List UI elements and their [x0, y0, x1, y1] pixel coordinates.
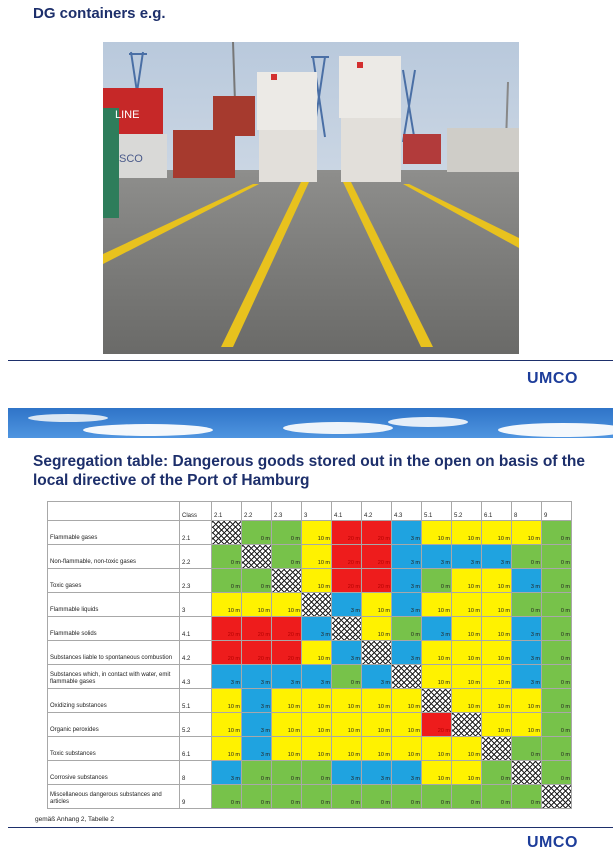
distance-cell: 10 m: [512, 521, 542, 545]
distance-cell: 0 m: [212, 569, 242, 593]
same-class-hatched-cell: [482, 737, 512, 761]
class-column-header: 5.1: [422, 502, 452, 521]
distance-cell: 3 m: [512, 665, 542, 689]
distance-cell: 3 m: [392, 569, 422, 593]
distance-cell: 10 m: [482, 665, 512, 689]
class-column-header: 4.1: [332, 502, 362, 521]
distance-cell: 0 m: [392, 617, 422, 641]
distance-cell: 10 m: [422, 593, 452, 617]
distance-cell: 10 m: [302, 569, 332, 593]
distance-cell: 3 m: [302, 665, 332, 689]
class-column-header: 3: [302, 502, 332, 521]
distance-cell: 0 m: [332, 785, 362, 809]
row-label: Substances which, in contact with water, emit flammable gases: [48, 665, 180, 689]
class-column-header: 2.1: [212, 502, 242, 521]
same-class-hatched-cell: [272, 569, 302, 593]
distance-cell: 0 m: [242, 569, 272, 593]
distance-cell: 3 m: [332, 641, 362, 665]
same-class-hatched-cell: [332, 617, 362, 641]
distance-cell: 3 m: [272, 665, 302, 689]
distance-cell: 0 m: [512, 737, 542, 761]
row-label: Organic peroxides: [48, 713, 180, 737]
distance-cell: 10 m: [332, 737, 362, 761]
container-text-line: LINE: [115, 109, 140, 121]
distance-cell: 20 m: [362, 521, 392, 545]
table-row: [48, 641, 572, 665]
distance-cell: 20 m: [422, 713, 452, 737]
distance-cell: 0 m: [542, 569, 572, 593]
distance-cell: 0 m: [422, 569, 452, 593]
distance-cell: 10 m: [392, 689, 422, 713]
distance-cell: 20 m: [362, 545, 392, 569]
class-column-header: 2.2: [242, 502, 272, 521]
distance-cell: 0 m: [302, 761, 332, 785]
distance-cell: 0 m: [512, 785, 542, 809]
table-row: [48, 761, 572, 785]
header-blank: [48, 502, 180, 521]
distance-cell: 10 m: [212, 689, 242, 713]
row-class: 4.2: [180, 641, 212, 665]
table-row: [48, 665, 572, 689]
row-class: 4.3: [180, 665, 212, 689]
header-row: [48, 502, 572, 521]
distance-cell: 10 m: [482, 593, 512, 617]
row-class: 2.1: [180, 521, 212, 545]
distance-cell: 20 m: [242, 641, 272, 665]
distance-cell: 10 m: [452, 593, 482, 617]
sky-banner: [8, 408, 613, 438]
row-label: Miscellaneous dangerous substances and articles: [48, 785, 180, 809]
distance-cell: 20 m: [332, 521, 362, 545]
distance-cell: 10 m: [212, 593, 242, 617]
distance-cell: 10 m: [272, 713, 302, 737]
same-class-hatched-cell: [212, 521, 242, 545]
distance-cell: 0 m: [242, 761, 272, 785]
table-row: [48, 713, 572, 737]
same-class-hatched-cell: [362, 641, 392, 665]
distance-cell: 3 m: [212, 761, 242, 785]
class-column-header: 9: [542, 502, 572, 521]
distance-cell: 0 m: [542, 641, 572, 665]
distance-cell: 10 m: [422, 761, 452, 785]
segregation-table: [47, 501, 572, 809]
table-row: [48, 689, 572, 713]
row-class: 5.1: [180, 689, 212, 713]
row-class: 8: [180, 761, 212, 785]
table-row: [48, 785, 572, 809]
distance-cell: 0 m: [272, 761, 302, 785]
table-row: [48, 737, 572, 761]
distance-cell: 3 m: [512, 641, 542, 665]
distance-cell: 20 m: [242, 617, 272, 641]
distance-cell: 3 m: [392, 761, 422, 785]
distance-cell: 0 m: [512, 593, 542, 617]
distance-cell: 0 m: [542, 761, 572, 785]
distance-cell: 10 m: [422, 521, 452, 545]
distance-cell: 20 m: [332, 545, 362, 569]
row-label: Toxic gases: [48, 569, 180, 593]
distance-cell: 0 m: [452, 785, 482, 809]
distance-cell: 3 m: [512, 569, 542, 593]
distance-cell: 3 m: [452, 545, 482, 569]
distance-cell: 0 m: [332, 665, 362, 689]
distance-cell: 10 m: [392, 713, 422, 737]
distance-cell: 10 m: [482, 641, 512, 665]
distance-cell: 0 m: [272, 785, 302, 809]
distance-cell: 10 m: [362, 689, 392, 713]
row-class: 5.2: [180, 713, 212, 737]
distance-cell: 20 m: [272, 641, 302, 665]
row-label: Flammable solids: [48, 617, 180, 641]
class-column-header: 2.3: [272, 502, 302, 521]
row-label: Toxic substances: [48, 737, 180, 761]
distance-cell: 10 m: [302, 641, 332, 665]
distance-cell: 20 m: [272, 617, 302, 641]
distance-cell: 0 m: [542, 617, 572, 641]
distance-cell: 10 m: [362, 593, 392, 617]
distance-cell: 10 m: [302, 521, 332, 545]
distance-cell: 3 m: [242, 689, 272, 713]
same-class-hatched-cell: [452, 713, 482, 737]
class-column-header: 8: [512, 502, 542, 521]
distance-cell: 0 m: [422, 785, 452, 809]
distance-cell: 20 m: [362, 569, 392, 593]
distance-cell: 10 m: [212, 737, 242, 761]
distance-cell: 10 m: [452, 665, 482, 689]
distance-cell: 0 m: [542, 545, 572, 569]
distance-cell: 10 m: [482, 689, 512, 713]
distance-cell: 20 m: [332, 569, 362, 593]
distance-cell: 0 m: [482, 761, 512, 785]
distance-cell: 3 m: [392, 521, 422, 545]
distance-cell: 10 m: [362, 737, 392, 761]
distance-cell: 3 m: [242, 665, 272, 689]
row-label: Flammable liquids: [48, 593, 180, 617]
container-text-sco: SCO: [119, 153, 143, 165]
distance-cell: 10 m: [452, 569, 482, 593]
table-row: [48, 569, 572, 593]
distance-cell: 0 m: [302, 785, 332, 809]
distance-cell: 3 m: [512, 617, 542, 641]
divider-line-bottom: [8, 827, 613, 828]
distance-cell: 0 m: [542, 737, 572, 761]
distance-cell: 10 m: [302, 713, 332, 737]
distance-cell: 3 m: [392, 641, 422, 665]
class-column-header: 4.3: [392, 502, 422, 521]
distance-cell: 10 m: [512, 713, 542, 737]
distance-cell: 10 m: [272, 689, 302, 713]
distance-cell: 10 m: [302, 689, 332, 713]
divider-line: [8, 360, 613, 361]
distance-cell: 10 m: [302, 737, 332, 761]
row-class: 9: [180, 785, 212, 809]
same-class-hatched-cell: [512, 761, 542, 785]
distance-cell: 3 m: [362, 761, 392, 785]
distance-cell: 10 m: [212, 713, 242, 737]
distance-cell: 0 m: [362, 785, 392, 809]
distance-cell: 0 m: [272, 545, 302, 569]
distance-cell: 10 m: [362, 713, 392, 737]
distance-cell: 3 m: [392, 545, 422, 569]
row-label: Flammable gases: [48, 521, 180, 545]
distance-cell: 10 m: [332, 713, 362, 737]
distance-cell: 0 m: [542, 689, 572, 713]
distance-cell: 3 m: [212, 665, 242, 689]
slide-title: DG containers e.g.: [33, 5, 166, 22]
distance-cell: 0 m: [512, 545, 542, 569]
distance-cell: 10 m: [422, 737, 452, 761]
distance-cell: 10 m: [452, 521, 482, 545]
distance-cell: 0 m: [542, 593, 572, 617]
distance-cell: 0 m: [542, 521, 572, 545]
distance-cell: 0 m: [392, 785, 422, 809]
class-column-header: 4.2: [362, 502, 392, 521]
same-class-hatched-cell: [542, 785, 572, 809]
row-label: Non-flammable, non-toxic gases: [48, 545, 180, 569]
umco-logo-bottom: UMCO: [527, 834, 578, 851]
class-column-header: 5.2: [452, 502, 482, 521]
distance-cell: 3 m: [332, 593, 362, 617]
segregation-title: Segregation table: Dangerous goods stored out in the open on basis of the local directive of the Port of Hamburg: [33, 453, 586, 489]
distance-cell: 3 m: [422, 617, 452, 641]
distance-cell: 10 m: [302, 545, 332, 569]
row-class: 2.2: [180, 545, 212, 569]
distance-cell: 10 m: [422, 665, 452, 689]
distance-cell: 20 m: [212, 641, 242, 665]
row-class: 2.3: [180, 569, 212, 593]
distance-cell: 10 m: [272, 593, 302, 617]
distance-cell: 10 m: [242, 593, 272, 617]
distance-cell: 10 m: [362, 617, 392, 641]
footnote: gemäß Anhang 2, Tabelle 2: [35, 816, 115, 823]
distance-cell: 3 m: [242, 737, 272, 761]
distance-cell: 3 m: [302, 617, 332, 641]
distance-cell: 3 m: [392, 593, 422, 617]
distance-cell: 10 m: [392, 737, 422, 761]
row-class: 6.1: [180, 737, 212, 761]
distance-cell: 10 m: [332, 689, 362, 713]
distance-cell: 0 m: [242, 785, 272, 809]
same-class-hatched-cell: [302, 593, 332, 617]
distance-cell: 3 m: [332, 761, 362, 785]
table-row: [48, 593, 572, 617]
distance-cell: 10 m: [452, 737, 482, 761]
distance-cell: 0 m: [542, 665, 572, 689]
distance-cell: 10 m: [422, 641, 452, 665]
table-row: [48, 545, 572, 569]
distance-cell: 10 m: [452, 761, 482, 785]
table-row: [48, 617, 572, 641]
umco-logo: UMCO: [527, 370, 578, 387]
distance-cell: 10 m: [452, 641, 482, 665]
class-header: Class: [180, 502, 212, 521]
distance-cell: 0 m: [272, 521, 302, 545]
distance-cell: 3 m: [482, 545, 512, 569]
distance-cell: 0 m: [212, 785, 242, 809]
table-row: [48, 521, 572, 545]
row-class: 3: [180, 593, 212, 617]
class-column-header: 6.1: [482, 502, 512, 521]
row-label: Oxidizing substances: [48, 689, 180, 713]
distance-cell: 10 m: [512, 689, 542, 713]
same-class-hatched-cell: [392, 665, 422, 689]
distance-cell: 0 m: [212, 545, 242, 569]
distance-cell: 0 m: [482, 785, 512, 809]
distance-cell: 0 m: [542, 713, 572, 737]
distance-cell: 10 m: [482, 521, 512, 545]
same-class-hatched-cell: [422, 689, 452, 713]
distance-cell: 10 m: [452, 617, 482, 641]
distance-cell: 10 m: [482, 569, 512, 593]
distance-cell: 3 m: [242, 713, 272, 737]
distance-cell: 10 m: [482, 617, 512, 641]
container-yard-photo: [103, 42, 519, 354]
distance-cell: 20 m: [212, 617, 242, 641]
row-label: Substances liable to spontaneous combustion: [48, 641, 180, 665]
distance-cell: 0 m: [242, 521, 272, 545]
distance-cell: 3 m: [362, 665, 392, 689]
distance-cell: 10 m: [272, 737, 302, 761]
same-class-hatched-cell: [242, 545, 272, 569]
distance-cell: 10 m: [452, 689, 482, 713]
distance-cell: 10 m: [482, 713, 512, 737]
distance-cell: 3 m: [422, 545, 452, 569]
row-label: Corrosive substances: [48, 761, 180, 785]
row-class: 4.1: [180, 617, 212, 641]
